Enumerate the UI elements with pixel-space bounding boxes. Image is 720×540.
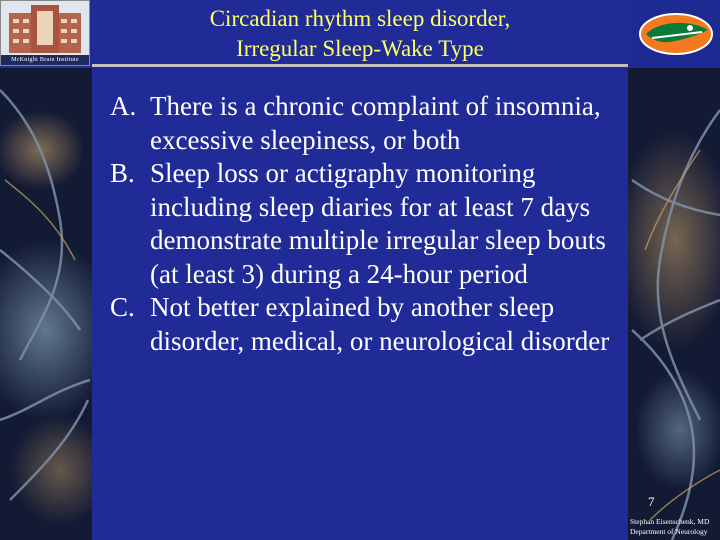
criterion-text: Not better explained by another sleep disorder, medical, or neurological disorder [150, 292, 610, 356]
author-footer [630, 517, 720, 537]
institute-logo-caption: McKnight Brain Institute [1, 55, 89, 65]
criterion-c [110, 291, 620, 358]
institute-logo [0, 0, 90, 66]
page-number: 7 [648, 494, 655, 509]
criterion-b [110, 157, 620, 291]
building-icon [1, 1, 89, 55]
criterion-text: There is a chronic complaint of insomnia, excessive sleepiness, or both [150, 91, 601, 155]
criteria-list [110, 90, 620, 358]
criterion-marker: A. [110, 91, 137, 121]
criterion-marker: C. [110, 292, 135, 322]
criterion-marker: B. [110, 158, 135, 188]
criterion-text: Sleep loss or actigraphy monitoring including sleep diaries for at least 7 days demonstrate multiple irregular sleep bouts (at least 3) during a 24-hour period [150, 158, 606, 289]
gator-logo [630, 0, 720, 66]
gator-logo-icon [630, 0, 720, 66]
footer-department: Department of Neurology [630, 527, 708, 536]
header-divider [92, 64, 628, 67]
slide-title [150, 4, 570, 64]
slide-title-line1: Circadian rhythm sleep disorder, [209, 6, 511, 31]
footer-author: Stephan Eisenschenk, MD [630, 517, 710, 526]
slide-title-line2: Irregular Sleep-Wake Type [236, 36, 484, 61]
criterion-a [110, 90, 620, 157]
